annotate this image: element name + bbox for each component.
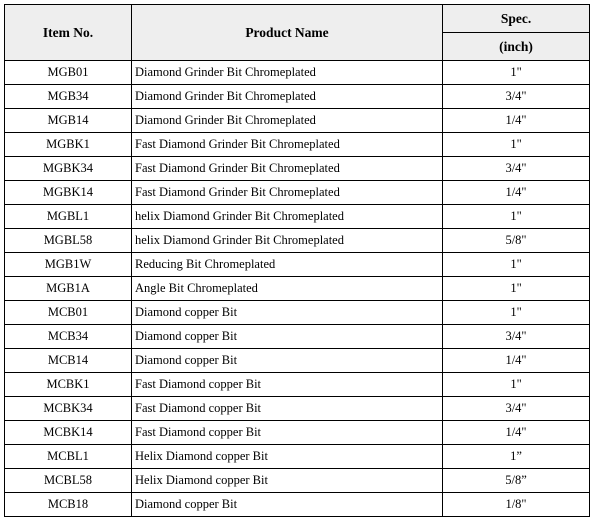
product-name-cell: Diamond Grinder Bit Chromeplated [132,61,443,85]
product-name-cell: Diamond copper Bit [132,325,443,349]
product-name-cell: Angle Bit Chromeplated [132,277,443,301]
product-name-cell: Fast Diamond Grinder Bit Chromeplated [132,181,443,205]
table-row [5,277,590,301]
product-name-cell: Fast Diamond Grinder Bit Chromeplated [132,157,443,181]
item-no-cell: MGBK14 [5,181,132,205]
item-no-cell: MCBL1 [5,445,132,469]
table-row [5,85,590,109]
product-name-cell: Diamond Grinder Bit Chromeplated [132,109,443,133]
table-row [5,133,590,157]
header-spec: Spec. [443,5,590,33]
spec-cell: 3/4" [443,325,590,349]
product-name-cell: helix Diamond Grinder Bit Chromeplated [132,205,443,229]
table-row [5,229,590,253]
item-no-cell: MGBK1 [5,133,132,157]
table-row [5,253,590,277]
product-name-cell: Diamond Grinder Bit Chromeplated [132,85,443,109]
spec-cell: 1" [443,253,590,277]
product-name-cell: Helix Diamond copper Bit [132,469,443,493]
spec-cell: 1/4" [443,421,590,445]
item-no-cell: MCB14 [5,349,132,373]
spec-cell: 5/8” [443,469,590,493]
table-row [5,493,590,517]
item-no-cell: MCB01 [5,301,132,325]
spec-cell: 1" [443,301,590,325]
spec-cell: 1/8" [443,493,590,517]
product-name-cell: helix Diamond Grinder Bit Chromeplated [132,229,443,253]
item-no-cell: MGB01 [5,61,132,85]
item-no-cell: MCBK1 [5,373,132,397]
header-product-name: Product Name [132,5,443,61]
product-name-cell: Fast Diamond Grinder Bit Chromeplated [132,133,443,157]
spec-cell: 1” [443,445,590,469]
spec-cell: 1/4" [443,109,590,133]
spec-cell: 1" [443,277,590,301]
table-row [5,421,590,445]
item-no-cell: MGB1W [5,253,132,277]
item-no-cell: MGB34 [5,85,132,109]
item-no-cell: MGB1A [5,277,132,301]
table-row [5,205,590,229]
spec-cell: 1/4" [443,181,590,205]
item-no-cell: MGBL1 [5,205,132,229]
product-name-cell: Helix Diamond copper Bit [132,445,443,469]
product-name-cell: Diamond copper Bit [132,493,443,517]
table-row [5,349,590,373]
item-no-cell: MGB14 [5,109,132,133]
header-item-no: Item No. [5,5,132,61]
spec-cell: 3/4" [443,397,590,421]
spec-cell: 1" [443,373,590,397]
item-no-cell: MCBK14 [5,421,132,445]
product-table [4,4,590,517]
table-row [5,469,590,493]
product-name-cell: Diamond copper Bit [132,349,443,373]
item-no-cell: MCBL58 [5,469,132,493]
spec-cell: 1" [443,133,590,157]
item-no-cell: MCBK34 [5,397,132,421]
table-row [5,397,590,421]
product-name-cell: Reducing Bit Chromeplated [132,253,443,277]
table-row [5,157,590,181]
table-row [5,61,590,85]
product-name-cell: Fast Diamond copper Bit [132,421,443,445]
spec-cell: 1" [443,205,590,229]
product-name-cell: Fast Diamond copper Bit [132,397,443,421]
table-row [5,109,590,133]
table-row [5,373,590,397]
spec-cell: 3/4" [443,85,590,109]
item-no-cell: MCB18 [5,493,132,517]
item-no-cell: MCB34 [5,325,132,349]
header-spec-unit: (inch) [443,33,590,61]
table-row [5,325,590,349]
spec-cell: 3/4" [443,157,590,181]
item-no-cell: MGBK34 [5,157,132,181]
item-no-cell: MGBL58 [5,229,132,253]
table-row [5,445,590,469]
spec-cell: 1" [443,61,590,85]
product-name-cell: Diamond copper Bit [132,301,443,325]
table-row [5,181,590,205]
table-row [5,301,590,325]
table-body [5,61,590,517]
spec-cell: 5/8" [443,229,590,253]
product-name-cell: Fast Diamond copper Bit [132,373,443,397]
spec-cell: 1/4" [443,349,590,373]
